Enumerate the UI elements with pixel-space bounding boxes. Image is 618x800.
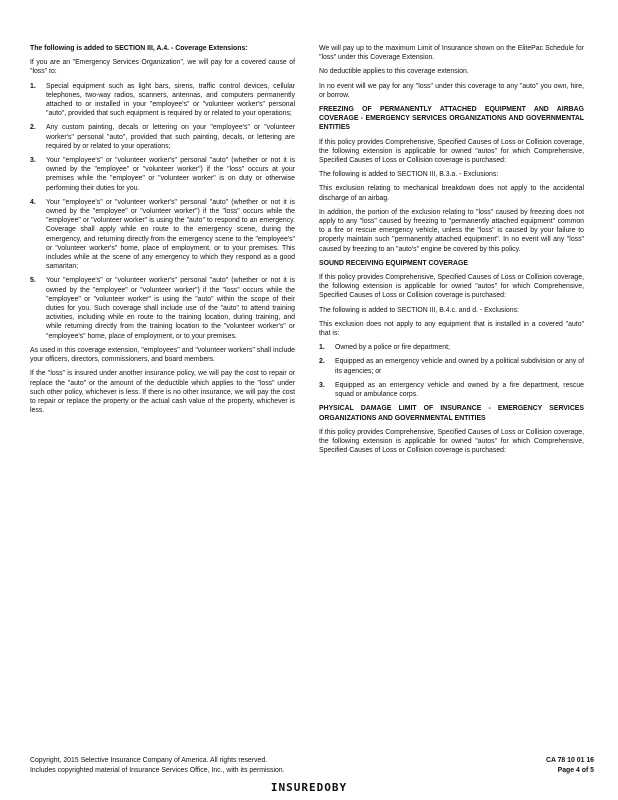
list-item: 5. Your "employee's" or "volunteer worker's" personal "auto" (whether or not it is owned by the "employee" or "volunteer worker") if the "loss" occurs while the "employee" or "volunteer worker" is using the "auto" within the scope of their duties for you. Such coverage shall include use of the "auto" to attend training activities, including while en route to the training location, during training, and while returning directly from the training location to the "volunteer worker's" or "employee's" home, place of employment, or to your premises. — [30, 277, 295, 340]
no-deductible: No deductible applies to this coverage extension. — [319, 68, 469, 76]
list-item: 3. Your "employee's" or "volunteer worker's" personal "auto" (whether or not it is owned by the "employee" or "volunteer worker") if the "loss" occurs at your premises while the "employee" or "volunteer worker" is on duty or otherwise performing their duties for you. — [30, 157, 295, 192]
includes-line: Includes copyrighted material of Insurance Services Office, Inc., with its permission. — [30, 767, 285, 774]
freezing-exclusion: This exclusion relating to mechanical breakdown does not apply to the accidental discharge of an airbag. — [319, 185, 584, 202]
no-event-clause: In no event will we pay for any "loss" under this coverage to any "auto" you own, hire, or borrow. — [319, 82, 584, 99]
employees-definition: As used in this coverage extension, "employees" and "volunteer workers" shall include your officers, directors, commissioners, and board members. — [30, 346, 295, 364]
list-item: 2. Equipped as an emergency vehicle and owned by a political subdivision or any of its agencies; or — [319, 358, 584, 375]
emergency-org-clause: If you are an "Emergency Services Organization", we will pay for a covered cause of "loss" to: — [30, 59, 295, 76]
freezing-heading: FREEZING OF PERMANENTLY ATTACHED EQUIPMENT AND AIRBAG COVERAGE - EMERGENCY SERVICES ORGANIZATIONS AND GOVERNMENTAL ENTITIES — [319, 106, 584, 132]
other-insurance-clause: If the "loss" is insured under another insurance policy, we will pay the cost to repair or replace the "auto" or the amount of the deductible which applies to the "loss" under such other policy, whichever is less. If there is no other insurance, we will pay the cost to repair or replace the property or the actual cash value of the property, whichever is less. — [30, 370, 295, 415]
list-item: 3. Equipped as an emergency vehicle and owned by a fire department, rescue squad or ambulance corps. — [319, 381, 584, 399]
freezing-added: The following is added to SECTION III, B.3.a. - Exclusions: — [319, 171, 499, 179]
list-item: 1. Owned by a police or fire department; — [319, 344, 450, 352]
list-item: 1. Special equipment such as light bars, sirens, traffic control devices, cellular telephones, two-way radios, scanners, antennas, and computers permanently attached to or installed in your "employee's" or "volunteer worker's" personal "auto", provided that such equipment is required by or related to your operations; — [30, 82, 295, 118]
footer-form-info — [514, 756, 594, 776]
copyright-line: Copyright, 2015 Selective Insurance Company of America. All rights reserved. — [30, 757, 268, 764]
limit-clause: We will pay up to the maximum Limit of Insurance shown on the ElitePac Schedule for "loss" under this Coverage Extension. — [319, 45, 584, 62]
sound-added: The following is added to SECTION III, B.4.c. and d. - Exclusions: — [319, 306, 519, 314]
physical-damage-heading: PHYSICAL DAMAGE LIMIT OF INSURANCE - EMERGENCY SERVICES ORGANIZATIONS AND GOVERNMENTAL ENTITIES — [319, 405, 584, 422]
brand-watermark: INSUREDOBY — [270, 781, 348, 794]
freezing-addition: In addition, the portion of the exclusion relating to "loss" caused by freezing does not apply to any "loss" caused by freezing to "permanently attached equipment" common to a fire or rescue emergency vehicle, unless the "loss" is caused by your failure to properly maintain such "permanently attached equipment". In no event will any "loss" caused by freezing to an "auto's" engine be covered by this policy. — [319, 208, 584, 253]
right-column — [319, 44, 584, 460]
footer-copyright — [30, 756, 390, 776]
sound-exclusion: This exclusion does not apply to any equipment that is installed in a covered "auto" that is: — [319, 320, 584, 338]
sound-items-list — [319, 343, 584, 399]
covered-items-list — [30, 82, 295, 341]
sound-heading: SOUND RECEIVING EQUIPMENT COVERAGE — [319, 259, 468, 267]
freezing-applies: If this policy provides Comprehensive, Specified Causes of Loss or Collision coverage, the following extension is applicable for owned "autos" for which Comprehensive, Specified Causes of Loss or Collision coverage is purchased: — [319, 138, 584, 165]
form-number: CA 78 10 01 16 — [545, 757, 594, 764]
list-item: 2. Any custom painting, decals or lettering on your "employee's" or "volunteer worker's" personal "auto", provided that such painting, decals, or lettering are required by or related to your operations; — [30, 124, 295, 150]
sound-applies: If this policy provides Comprehensive, Specified Causes of Loss or Collision coverage, the following extension is applicable for owned "autos" for which Comprehensive, Specified Causes of Loss or Collision coverage is purchased: — [319, 274, 584, 300]
coverage-extensions-intro: The following is added to SECTION III, A.4. - Coverage Extensions: — [30, 45, 248, 52]
list-item: 4. Your "employee's" or "volunteer worker's" personal "auto" (whether or not it is owned by the "employee" or "volunteer worker") if the "loss" occurs while the "employee" or "volunteer worker" is using the "auto" to respond to an emergency. Coverage shall apply while en route to the emergency scene, during the emergency, and returning directly from the emergency scene to the "employee's" or "volunteer worker's" home, place of employment, or to your premises. This includes while at the scene of any emergency to which they respond as a good samaritan; — [30, 198, 295, 271]
left-column — [30, 44, 295, 420]
physical-damage-applies: If this policy provides Comprehensive, Specified Causes of Loss or Collision coverage, the following extension is applicable for owned "autos" for which Comprehensive, Specified Causes of Loss or Collision coverage is purchased: — [319, 428, 584, 455]
page-number: Page 4 of 5 — [557, 767, 594, 774]
